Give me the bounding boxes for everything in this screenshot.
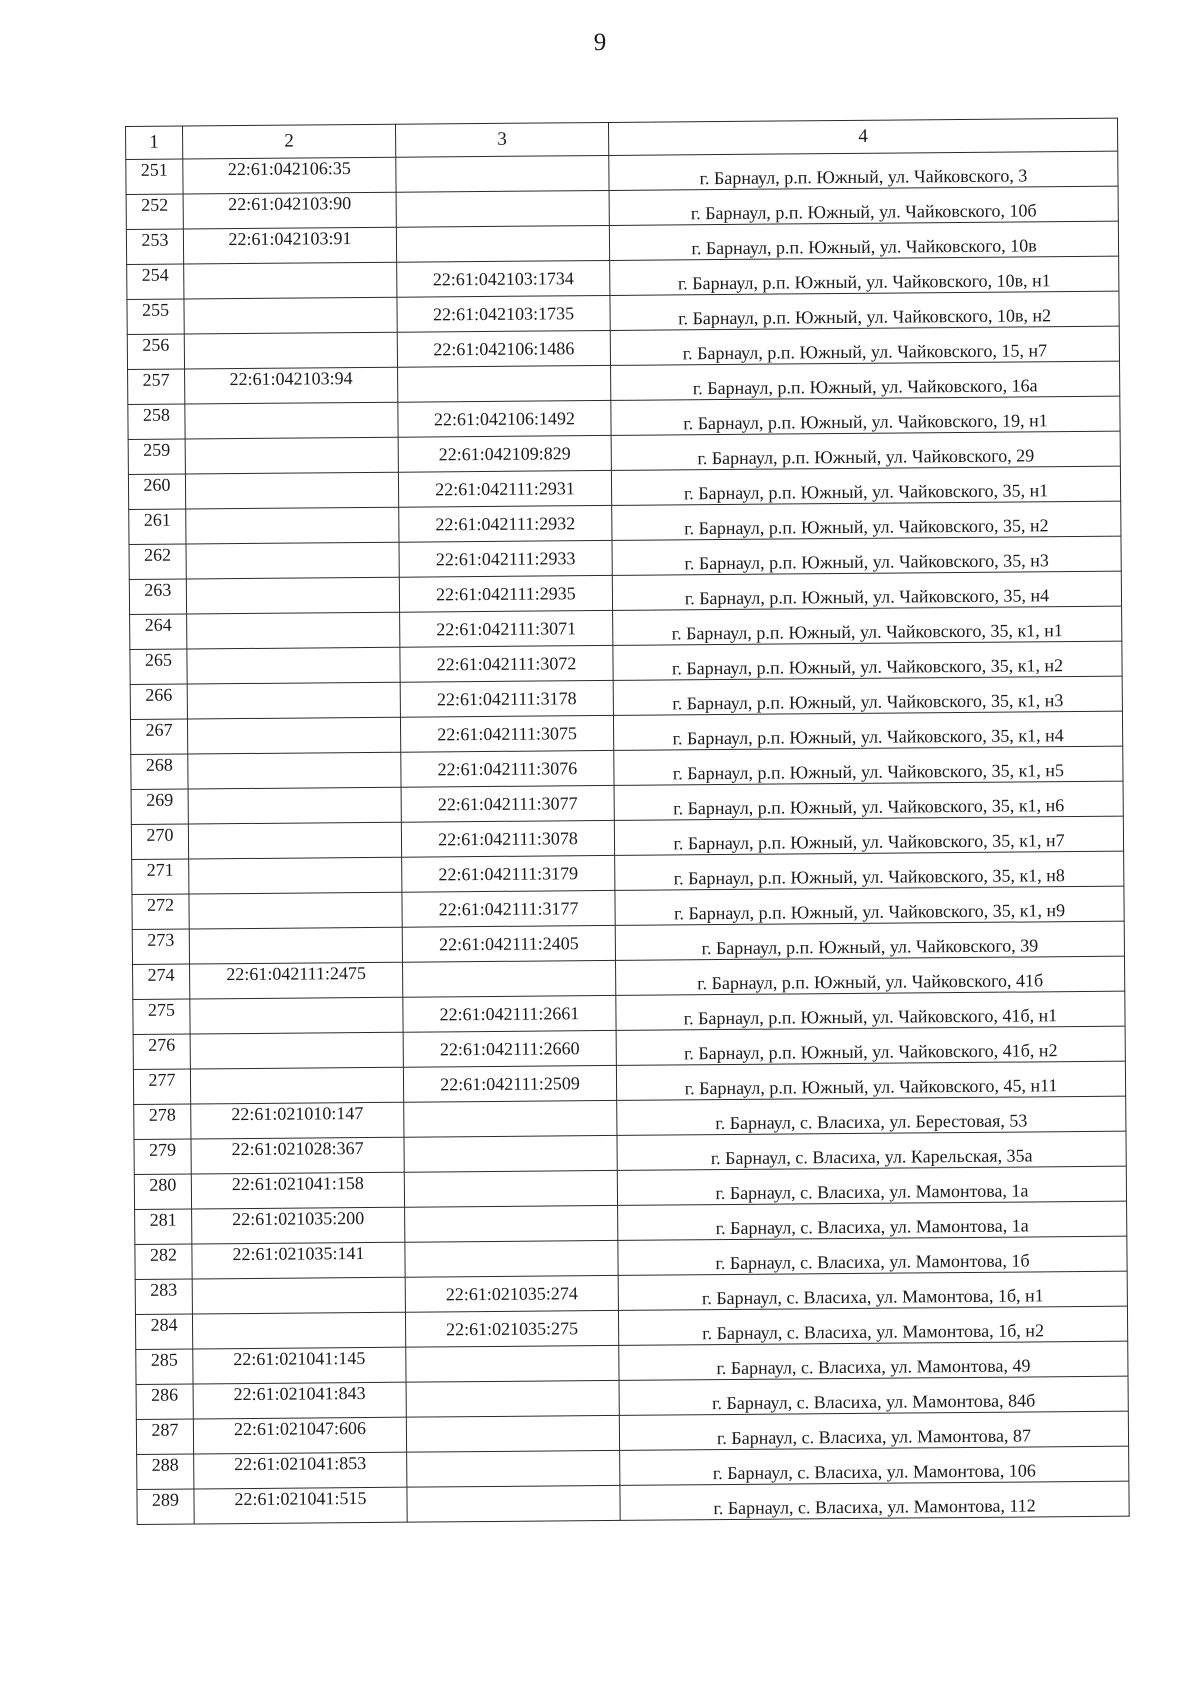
land-parcel-number-cell: 22:61:021041:145	[193, 1347, 406, 1384]
object-number-cell	[406, 1380, 619, 1417]
land-parcel-number-cell	[188, 822, 401, 859]
row-number-cell: 254	[127, 264, 184, 299]
row-number-cell: 270	[131, 824, 188, 859]
object-number-cell: 22:61:042111:2932	[399, 505, 612, 542]
land-parcel-number-cell	[190, 1032, 403, 1069]
land-parcel-number-cell: 22:61:021010:147	[191, 1102, 404, 1139]
row-number-cell: 251	[126, 159, 183, 194]
address-cell: г. Барнаул, р.п. Южный, ул. Чайковского, 35, к1, н6	[614, 781, 1123, 820]
land-parcel-number-cell: 22:61:021041:843	[193, 1382, 406, 1419]
object-number-cell	[396, 225, 609, 262]
row-number-cell: 258	[128, 404, 185, 439]
address-cell: г. Барнаул, р.п. Южный, ул. Чайковского, 35, к1, н8	[615, 851, 1124, 890]
land-parcel-number-cell: 22:61:042103:94	[185, 367, 398, 404]
land-parcel-number-cell: 22:61:042103:91	[183, 227, 396, 264]
address-cell: г. Барнаул, р.п. Южный, ул. Чайковского, 35, н3	[612, 536, 1121, 575]
object-number-cell	[403, 960, 616, 997]
address-cell: г. Барнаул, р.п. Южный, ул. Чайковского, 16а	[611, 361, 1120, 400]
land-parcel-number-cell	[186, 507, 399, 544]
row-number-cell: 252	[126, 194, 183, 229]
object-number-cell: 22:61:042111:3075	[400, 715, 613, 752]
object-number-cell: 22:61:042111:2933	[399, 540, 612, 577]
address-cell: г. Барнаул, р.п. Южный, ул. Чайковского, 35, к1, н9	[615, 886, 1124, 925]
land-parcel-number-cell: 22:61:042111:2475	[190, 962, 403, 999]
row-number-cell: 274	[133, 964, 190, 999]
row-number-cell: 284	[135, 1314, 192, 1349]
object-number-cell: 22:61:042111:3177	[402, 890, 615, 927]
land-parcel-number-cell	[186, 577, 399, 614]
row-number-cell: 261	[129, 509, 186, 544]
object-number-cell: 22:61:042111:3078	[401, 820, 614, 857]
land-parcel-number-cell: 22:61:042106:35	[183, 157, 396, 194]
land-parcel-number-cell	[185, 402, 398, 439]
address-cell: г. Барнаул, р.п. Южный, ул. Чайковского, 35, к1, н1	[613, 606, 1122, 645]
row-number-cell: 273	[132, 929, 189, 964]
address-cell: г. Барнаул, р.п. Южный, ул. Чайковского, 35, н4	[612, 571, 1121, 610]
land-parcel-number-cell	[192, 1312, 405, 1349]
address-cell: г. Барнаул, с. Власиха, ул. Карельская, 35а	[617, 1131, 1126, 1170]
row-number-cell: 253	[126, 229, 183, 264]
object-number-cell: 22:61:021035:274	[405, 1275, 618, 1312]
object-number-cell	[404, 1135, 617, 1172]
address-cell: г. Барнаул, с. Власиха, ул. Мамонтова, 106	[620, 1446, 1129, 1485]
address-cell: г. Барнаул, р.п. Южный, ул. Чайковского, 19, н1	[611, 396, 1120, 435]
object-number-cell: 22:61:042103:1735	[397, 295, 610, 332]
land-parcel-number-cell: 22:61:021041:853	[194, 1452, 407, 1489]
row-number-cell: 277	[133, 1069, 190, 1104]
row-number-cell: 287	[136, 1419, 193, 1454]
address-cell: г. Барнаул, р.п. Южный, ул. Чайковского, 41б, н1	[616, 991, 1125, 1030]
object-number-cell	[398, 365, 611, 402]
object-number-cell: 22:61:021035:275	[405, 1310, 618, 1347]
row-number-cell: 283	[135, 1279, 192, 1314]
land-parcel-number-cell	[189, 857, 402, 894]
row-number-cell: 262	[129, 544, 186, 579]
object-number-cell: 22:61:042109:829	[398, 435, 611, 472]
object-number-cell: 22:61:042111:3076	[401, 750, 614, 787]
row-number-cell: 286	[136, 1384, 193, 1419]
address-cell: г. Барнаул, р.п. Южный, ул. Чайковского, 41б, н2	[616, 1026, 1125, 1065]
address-cell: г. Барнаул, р.п. Южный, ул. Чайковского, 35, к1, н2	[613, 641, 1122, 680]
land-parcel-number-cell	[184, 262, 397, 299]
row-number-cell: 266	[130, 684, 187, 719]
land-parcel-number-cell: 22:61:042103:90	[183, 192, 396, 229]
land-parcel-number-cell	[187, 612, 400, 649]
address-cell: г. Барнаул, р.п. Южный, ул. Чайковского, 35, к1, н3	[613, 676, 1122, 715]
address-cell: г. Барнаул, р.п. Южный, ул. Чайковского, 3	[609, 151, 1118, 190]
land-parcel-number-cell	[188, 787, 401, 824]
row-number-cell: 263	[129, 579, 186, 614]
land-parcel-number-cell	[186, 542, 399, 579]
object-number-cell: 22:61:042103:1734	[397, 260, 610, 297]
object-number-cell: 22:61:042111:2935	[399, 575, 612, 612]
land-parcel-number-cell	[190, 997, 403, 1034]
object-number-cell: 22:61:042111:3077	[401, 785, 614, 822]
land-parcel-number-cell	[192, 1277, 405, 1314]
address-cell: г. Барнаул, с. Власиха, ул. Мамонтова, 1б, н1	[618, 1271, 1127, 1310]
page-number: 9	[593, 29, 607, 56]
row-number-cell: 278	[134, 1104, 191, 1139]
column-header-3: 3	[395, 122, 608, 157]
address-cell: г. Барнаул, р.п. Южный, ул. Чайковского, 10б	[609, 186, 1118, 225]
land-parcel-number-cell	[184, 332, 397, 369]
address-cell: г. Барнаул, с. Власиха, ул. Мамонтова, 1б	[618, 1236, 1127, 1275]
address-cell: г. Барнаул, р.п. Южный, ул. Чайковского, 41б	[616, 956, 1125, 995]
land-parcel-number-cell	[187, 682, 400, 719]
address-cell: г. Барнаул, с. Власиха, ул. Мамонтова, 87	[619, 1411, 1128, 1450]
object-number-cell: 22:61:042111:3071	[400, 610, 613, 647]
row-number-cell: 271	[132, 859, 189, 894]
column-header-4: 4	[608, 118, 1117, 155]
address-cell: г. Барнаул, р.п. Южный, ул. Чайковского, 15, н7	[610, 326, 1119, 365]
land-parcel-number-cell: 22:61:021047:606	[193, 1417, 406, 1454]
land-parcel-number-cell: 22:61:021041:515	[194, 1487, 407, 1524]
address-cell: г. Барнаул, р.п. Южный, ул. Чайковского, 35, к1, н7	[614, 816, 1123, 855]
address-cell: г. Барнаул, р.п. Южный, ул. Чайковского, 35, н1	[611, 466, 1120, 505]
object-number-cell	[404, 1100, 617, 1137]
address-cell: г. Барнаул, р.п. Южный, ул. Чайковского, 35, к1, н5	[614, 746, 1123, 785]
address-cell: г. Барнаул, р.п. Южный, ул. Чайковского, 45, н11	[616, 1061, 1125, 1100]
row-number-cell: 260	[128, 474, 185, 509]
row-number-cell: 257	[128, 369, 185, 404]
row-number-cell: 259	[128, 439, 185, 474]
land-parcel-number-cell	[184, 297, 397, 334]
column-header-2: 2	[183, 124, 396, 159]
object-number-cell	[396, 190, 609, 227]
object-number-cell	[406, 1415, 619, 1452]
object-number-cell: 22:61:042111:2931	[398, 470, 611, 507]
land-parcel-number-cell	[187, 647, 400, 684]
row-number-cell: 275	[133, 999, 190, 1034]
object-number-cell: 22:61:042111:2661	[403, 995, 616, 1032]
row-number-cell: 267	[130, 719, 187, 754]
row-number-cell: 255	[127, 299, 184, 334]
address-cell: г. Барнаул, с. Власиха, ул. Мамонтова, 84б	[619, 1376, 1128, 1415]
row-number-cell: 279	[134, 1139, 191, 1174]
object-number-cell	[404, 1170, 617, 1207]
row-number-cell: 276	[133, 1034, 190, 1069]
object-number-cell	[405, 1205, 618, 1242]
address-cell: г. Барнаул, с. Власиха, ул. Мамонтова, 49	[619, 1341, 1128, 1380]
object-number-cell	[405, 1240, 618, 1277]
object-number-cell: 22:61:042111:3072	[400, 645, 613, 682]
row-number-cell: 288	[137, 1454, 194, 1489]
cadastral-table	[125, 118, 1130, 1525]
row-number-cell: 264	[130, 614, 187, 649]
row-number-cell: 269	[131, 789, 188, 824]
address-cell: г. Барнаул, с. Власиха, ул. Берестовая, 53	[617, 1096, 1126, 1135]
object-number-cell: 22:61:042106:1492	[398, 400, 611, 437]
row-number-cell: 282	[135, 1244, 192, 1279]
object-number-cell	[407, 1450, 620, 1487]
land-parcel-number-cell: 22:61:021035:141	[192, 1242, 405, 1279]
address-cell: г. Барнаул, р.п. Южный, ул. Чайковского, 10в, н2	[610, 291, 1119, 330]
row-number-cell: 281	[135, 1209, 192, 1244]
column-header-1: 1	[126, 126, 183, 159]
address-cell: г. Барнаул, р.п. Южный, ул. Чайковского, 35, к1, н4	[613, 711, 1122, 750]
address-cell: г. Барнаул, с. Власиха, ул. Мамонтова, 112	[620, 1481, 1129, 1520]
row-number-cell: 268	[131, 754, 188, 789]
land-parcel-number-cell	[188, 752, 401, 789]
object-number-cell: 22:61:042111:3178	[400, 680, 613, 717]
land-parcel-number-cell: 22:61:021035:200	[192, 1207, 405, 1244]
address-cell: г. Барнаул, с. Власиха, ул. Мамонтова, 1б, н2	[618, 1306, 1127, 1345]
row-number-cell: 285	[136, 1349, 193, 1384]
land-parcel-number-cell: 22:61:021028:367	[191, 1137, 404, 1174]
object-number-cell: 22:61:042111:2405	[402, 925, 615, 962]
object-number-cell	[407, 1485, 620, 1522]
land-parcel-number-cell	[189, 927, 402, 964]
row-number-cell: 265	[130, 649, 187, 684]
object-number-cell: 22:61:042111:3179	[402, 855, 615, 892]
land-parcel-number-cell	[187, 717, 400, 754]
address-cell: г. Барнаул, р.п. Южный, ул. Чайковского, 29	[611, 431, 1120, 470]
object-number-cell	[406, 1345, 619, 1382]
land-parcel-number-cell: 22:61:021041:158	[191, 1172, 404, 1209]
land-parcel-number-cell	[190, 1067, 403, 1104]
address-cell: г. Барнаул, р.п. Южный, ул. Чайковского, 10в, н1	[610, 256, 1119, 295]
land-parcel-number-cell	[185, 472, 398, 509]
address-cell: г. Барнаул, р.п. Южный, ул. Чайковского, 39	[615, 921, 1124, 960]
row-number-cell: 272	[132, 894, 189, 929]
row-number-cell: 289	[137, 1489, 194, 1524]
row-number-cell: 280	[134, 1174, 191, 1209]
object-number-cell	[396, 155, 609, 192]
land-parcel-number-cell	[189, 892, 402, 929]
land-parcel-number-cell	[185, 437, 398, 474]
row-number-cell: 256	[127, 334, 184, 369]
address-cell: г. Барнаул, р.п. Южный, ул. Чайковского, 10в	[609, 221, 1118, 260]
address-cell: г. Барнаул, с. Власиха, ул. Мамонтова, 1а	[618, 1201, 1127, 1240]
table-row	[137, 1481, 1129, 1524]
address-cell: г. Барнаул, с. Власиха, ул. Мамонтова, 1а	[617, 1166, 1126, 1205]
object-number-cell: 22:61:042106:1486	[397, 330, 610, 367]
object-number-cell: 22:61:042111:2509	[403, 1065, 616, 1102]
object-number-cell: 22:61:042111:2660	[403, 1030, 616, 1067]
table-body	[126, 151, 1129, 1524]
address-cell: г. Барнаул, р.п. Южный, ул. Чайковского, 35, н2	[612, 501, 1121, 540]
